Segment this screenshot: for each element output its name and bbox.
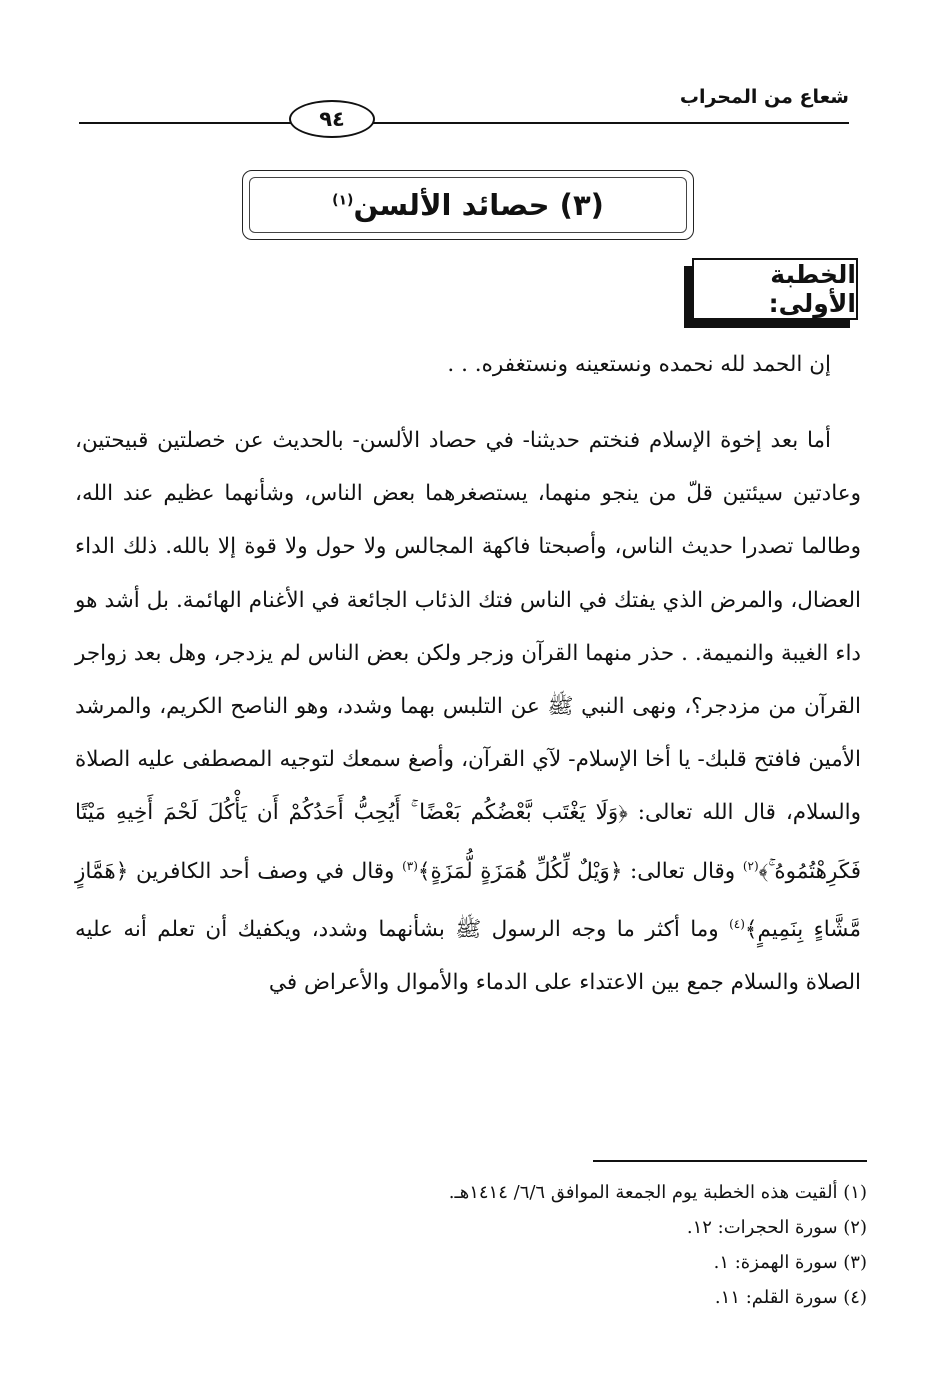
footnotes — [67, 1175, 867, 1315]
chapter-note-marker: (١) — [332, 192, 354, 209]
paragraph-part-2: وقال تعالى: ﴿وَيْلٌ لِّكُلِّ هُمَزَةٍ لُّمَزَةٍ﴾ — [417, 858, 743, 884]
page-number-badge: ٩٤ — [289, 100, 375, 138]
footnote-ref-2: (٢) — [742, 858, 759, 873]
opening-line: إن الحمد لله نحمده ونستعينه ونستغفره. . . — [447, 352, 831, 377]
sermon-paragraph — [75, 414, 861, 1010]
running-header — [79, 82, 849, 131]
running-header-book-title: شعاع من المحراب — [679, 86, 849, 108]
header-rule — [79, 122, 849, 124]
paragraph-part-3: وقال في وصف أحد الكافرين ﴿هَمَّازٍ مَّشَّاءٍ بِنَمِيمٍ﴾ — [75, 858, 861, 943]
footnote-3: (٣) سورة الهمزة: ١. — [713, 1252, 867, 1273]
footnote-ref-4: (٤) — [729, 916, 745, 931]
section-heading-box — [692, 258, 858, 320]
footnote-1: (١) ألقيت هذه الخطبة يوم الجمعة الموافق ٦/٦/ ١٤١٤هـ. — [448, 1182, 867, 1203]
paragraph-part-4: وما أكثر ما وجه الرسول ﷺ بشأنهما وشدد، ويكفيك أن تعلم أنه عليه الصلاة والسلام جمع بين الاعتداء على الدماء والأموال والأعراض في — [75, 917, 861, 996]
footnote-ref-3: (٣) — [402, 858, 418, 873]
chapter-title-box — [242, 170, 694, 240]
footnote-2: (٢) سورة الحجرات: ١٢. — [686, 1217, 867, 1238]
footnote-separator — [593, 1160, 867, 1162]
chapter-title-text: (٣) حصائد الألسن — [353, 188, 604, 222]
footnote-4: (٤) سورة القلم: ١١. — [714, 1287, 867, 1308]
paragraph-part-1: أما بعد إخوة الإسلام فنختم حديثنا- في حصاد الألسن- بالحديث عن خصلتين قبيحتين، وعادتين سيئتين قلّ من ينجو منهما، يستصغرهما بعض الناس، وشأنهما عظيم عند الله، وطالما تصدرا حديث الناس، وأصبحتا فاكهة المجالس ولا حول ولا قوة إلا بالله. ذلك الداء العضال، والمرض الذي يفتك في الناس فتك الذئاب الجائعة في الأغنام الهائمة. بل أشد هو داء الغيبة والنميمة. . حذر منهما القرآن وزجر ولكن بعض الناس لم يزدجر، وهل بعد زواجر القرآن من مزدجر؟، ونهى النبي ﷺ عن التلبس بهما وشدد، وهو الناصح الكريم، والمرشد الأمين فافتح قلبك- يا أخا الإسلام- لآي القرآن، وأصغ سمعك لتوجيه المصطفى عليه الصلاة والسلام، قال الله تعالى: ﴿وَلَا يَغْتَب بَّعْضُكُم بَعْضًا ۚ أَيُحِبُّ أَحَدُكُمْ أَن يَأْكُلَ لَحْمَ أَخِيهِ مَيْتًا فَكَرِهْتُمُوهُ ۚ﴾ — [75, 428, 861, 884]
section-heading: الخطبة الأولى: — [768, 260, 856, 318]
chapter-title — [332, 188, 604, 222]
